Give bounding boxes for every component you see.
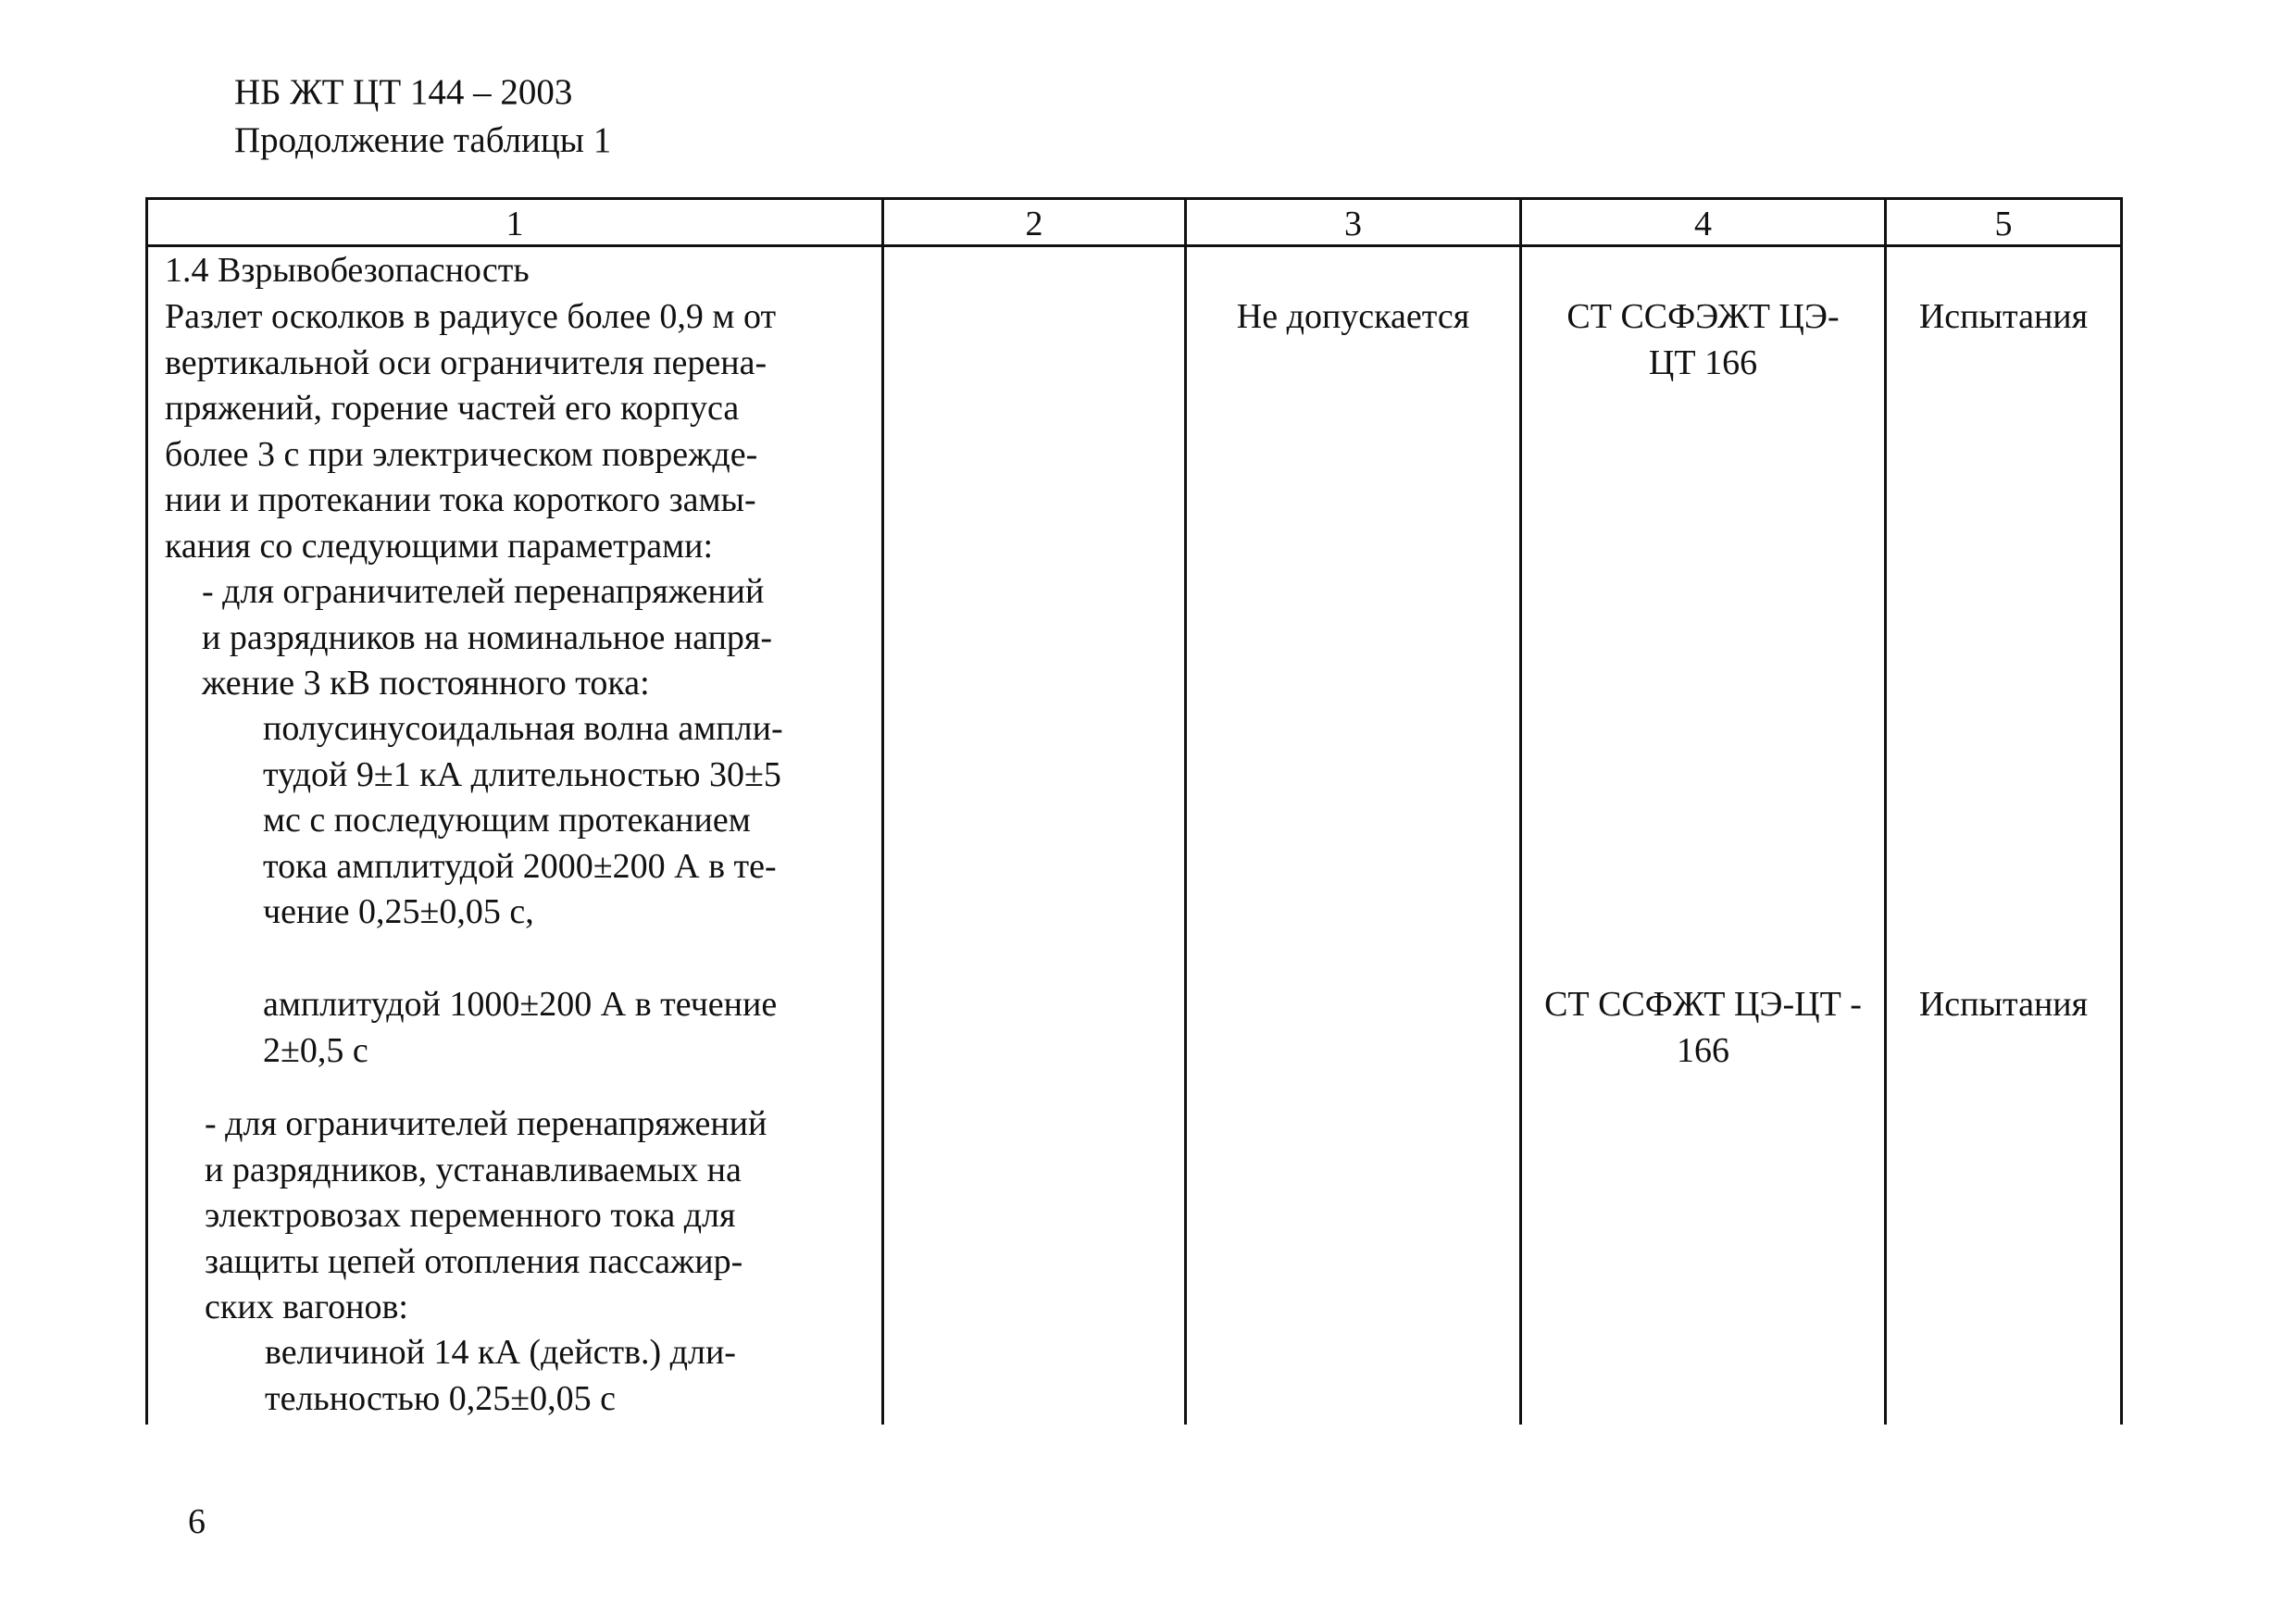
requirement-line: вертикальной оси ограничителя перена- bbox=[165, 342, 767, 382]
item-a-sub2-line: 2±0,5 с bbox=[263, 1030, 368, 1070]
column-divider-4-5 bbox=[1884, 197, 1887, 1425]
item-a-sub1-line: мс с последующим протеканием bbox=[263, 801, 751, 840]
table-continuation-caption: Продолжение таблицы 1 bbox=[234, 120, 612, 160]
col5-method-2: Испытания bbox=[1918, 985, 2089, 1024]
col3-value: Не допускается bbox=[1236, 297, 1470, 336]
document-code: НБ ЖТ ЦТ 144 – 2003 bbox=[234, 72, 573, 112]
item-b-line: - для ограничителей перенапряжений bbox=[205, 1104, 767, 1143]
requirement-line: Разлет осколков в радиусе более 0,9 м от bbox=[165, 297, 777, 336]
item-b-sub-line: тельностью 0,25±0,05 с bbox=[265, 1378, 616, 1418]
section-title: 1.4 Взрывобезопасность bbox=[165, 251, 530, 290]
item-a-line: жение 3 кВ постоянного тока: bbox=[202, 664, 650, 703]
item-a-text bbox=[202, 569, 772, 707]
item-a-sub1-text bbox=[263, 706, 783, 936]
item-a-sub1-line: чение 0,25±0,05 с, bbox=[263, 892, 534, 931]
col4-reference-2 bbox=[1522, 982, 1884, 1074]
col4-reference-2-line: СТ ССФЖТ ЦЭ-ЦТ - bbox=[1544, 985, 1862, 1024]
table-top-border bbox=[145, 197, 2123, 200]
column-number-5: 5 bbox=[1994, 205, 2013, 243]
item-b-text bbox=[205, 1101, 767, 1331]
column-number-3: 3 bbox=[1344, 205, 1362, 243]
column-number-4: 4 bbox=[1694, 205, 1712, 243]
col4-reference-1 bbox=[1522, 294, 1884, 386]
page-number: 6 bbox=[188, 1502, 206, 1541]
column-divider-1-2 bbox=[881, 197, 884, 1425]
item-a-sub1-line: полусинусоидальная волна ампли- bbox=[263, 709, 783, 748]
item-a-sub1-line: тока амплитудой 2000±200 А в те- bbox=[263, 846, 777, 886]
col5-method-1: Испытания bbox=[1918, 297, 2089, 336]
col4-reference-1-line: ЦТ 166 bbox=[1648, 342, 1758, 382]
item-a-sub2-text bbox=[263, 982, 777, 1074]
item-b-line: электровозах переменного тока для bbox=[205, 1196, 736, 1235]
item-a-sub1-line: тудой 9±1 кА длительностью 30±5 bbox=[263, 754, 781, 794]
requirement-line: кания со следующими параметрами: bbox=[165, 526, 714, 566]
requirement-line: нии и протекании тока короткого замы- bbox=[165, 480, 756, 519]
item-b-sub-text bbox=[265, 1330, 736, 1422]
col4-reference-1-line: СТ ССФЭЖТ ЦЭ- bbox=[1566, 297, 1840, 336]
column-number-1: 1 bbox=[505, 205, 524, 243]
item-b-line: и разрядников, устанавливаемых на bbox=[205, 1150, 742, 1189]
document-header bbox=[234, 68, 611, 165]
item-b-line: ских вагонов: bbox=[205, 1288, 408, 1326]
table-right-border bbox=[2120, 197, 2123, 1425]
table-left-border bbox=[145, 197, 148, 1425]
column-divider-2-3 bbox=[1184, 197, 1187, 1425]
requirement-line: пряжений, горение частей его корпуса bbox=[165, 389, 740, 428]
requirement-text bbox=[165, 294, 776, 569]
item-a-sub2-line: амплитудой 1000±200 А в течение bbox=[263, 985, 778, 1024]
item-a-line: и разрядников на номинальное напря- bbox=[202, 617, 773, 657]
item-b-line: защиты цепей отопления пассажир- bbox=[205, 1241, 743, 1281]
requirement-line: более 3 с при электрическом поврежде- bbox=[165, 434, 758, 474]
item-a-line: - для ограничителей перенапряжений bbox=[202, 572, 765, 611]
column-number-2: 2 bbox=[1025, 205, 1043, 243]
item-b-sub-line: величиной 14 кА (действ.) дли- bbox=[265, 1333, 736, 1372]
col4-reference-2-line: 166 bbox=[1677, 1030, 1729, 1070]
